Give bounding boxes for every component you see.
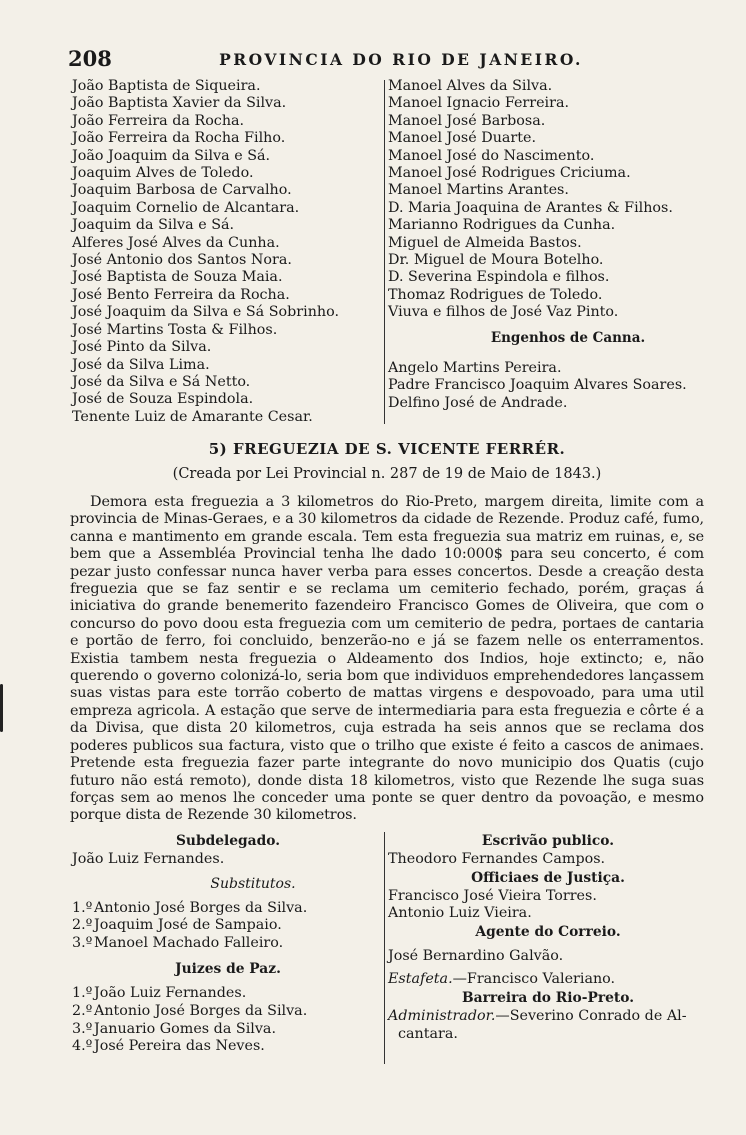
page-header	[68, 46, 704, 71]
list-item: Joaquim Cornelio de Alcantara.	[72, 199, 300, 216]
list-item: D. Maria Joaquina de Arantes & Filhos.	[388, 199, 673, 216]
correio-heading: Agente do Correio.	[475, 923, 621, 940]
list-item: João Ferreira da Rocha Filho.	[72, 130, 286, 147]
section-subtitle: (Creada por Lei Provincial n. 287 de 19 de Maio de 1843.)	[172, 466, 602, 482]
list-item: Dr. Miguel de Moura Botelho.	[388, 252, 604, 269]
list-item: Manoel Martins Arantes.	[388, 182, 569, 199]
list-item: João Ferreira da Rocha.	[72, 112, 245, 129]
list-item: 3.º Manoel Machado Falleiro.	[72, 934, 284, 951]
escrivao-heading: Escrivão publico.	[481, 833, 615, 849]
officials-table	[72, 832, 712, 1072]
list-item: João Baptista de Siqueira.	[72, 78, 261, 94]
substitutos-heading: Substitutos.	[210, 875, 296, 892]
list-item: Manoel José Barbosa.	[388, 112, 546, 129]
list-item: José da Silva Lima.	[72, 356, 210, 373]
list-item: João Baptista Xavier da Silva.	[72, 95, 287, 112]
names-right-column	[388, 78, 708, 412]
list-item: Manoel Alves da Silva.	[388, 78, 553, 94]
column-divider	[384, 80, 385, 424]
list-item: Miguel de Almeida Bastos.	[388, 234, 582, 251]
administrador-line: Administrador.—Severino Conrado de Al-	[388, 1007, 687, 1024]
officials-right-column	[388, 832, 708, 1043]
names-list	[72, 78, 712, 430]
list-item: Padre Francisco Joaquim Alvares Soares.	[388, 377, 687, 394]
section-body: Demora esta freguezia a 3 kilometros do Rio-Preto, margem direita, limite com a provincia de Minas-Geraes, e a 30 kilometros da cidade de Rezende. Produz café, fumo, canna e mantimento em grande escala. Tem esta freguezia sua matriz em ruinas, e, se bem que a Assembléa Provincial tenha lhe dado 10:000$ para seu concerto, é com pezar justo confessar nunca haver verba para esses concertos. Desde a creação desta freguezia que se faz sentir e se reclama um cemiterio fechado, porém, graças á iniciativa do grande benemerito fazendeiro Francisco Gomes de Oliveira, que com o concurso do povo doou esta freguezia com um cemiterio de pedra, portaes de cantaria e portão de ferro, foi concluido, benzerão-no e já se fazem nelle os enterramentos. Existia tambem nesta freguezia o Aldeamento dos Indios, hoje extincto; e, não querendo o governo colonizá-lo, seria bom que individuos emprehendedores lançassem suas vistas para este torrão coberto de mattas virgens e despovoado, para uma util empreza agricola. A estação que serve de intermediaria para esta freguezia e côrte é a da Divisa, que dista 20 kilometros, cuja estrada ha seis annos que se reclama dos poderes publicos sua factura, visto que o trilho que existe é feito a cascos de animaes. Pretende esta freguezia fazer parte integrante do novo municipio dos Quatis (cujo futuro não está remoto), donde dista 18 kilometros, visto que Rezende lhe suga suas forças sem ao menos lhe conceder uma ponte se quer dentro da povoação, e mesmo porque dista de Rezende 30 kilometros.	[70, 494, 704, 824]
list-item: João Joaquim da Silva e Sá.	[72, 147, 271, 164]
list-item: Manoel José Rodrigues Criciuma.	[388, 165, 631, 182]
list-item: 2.º Joaquim José de Sampaio.	[72, 917, 282, 934]
list-item: Joaquim da Silva e Sá.	[72, 217, 235, 234]
names-left-column	[72, 78, 384, 426]
list-item: José Baptista de Souza Maia.	[72, 269, 283, 286]
escrivao-name: Theodoro Fernandes Campos.	[388, 851, 606, 867]
list-item: José Bento Ferreira da Rocha.	[72, 286, 290, 303]
list-item: José Antonio dos Santos Nora.	[72, 252, 292, 269]
margin-mark	[0, 684, 3, 732]
list-item: Thomaz Rodrigues de Toledo.	[388, 286, 603, 303]
barreira-heading: Barreira do Rio-Preto.	[461, 989, 635, 1006]
running-title: PROVINCIA DO RIO DE JANEIRO.	[219, 50, 583, 69]
list-item: 3.º Januario Gomes da Silva.	[72, 1020, 276, 1037]
estafeta-line: Estafeta.—Francisco Valeriano.	[388, 971, 616, 988]
officials-left-column	[72, 832, 384, 1056]
list-item: José da Silva e Sá Netto.	[72, 373, 251, 390]
list-item: 1.º Antonio José Borges da Silva.	[72, 899, 308, 916]
list-item: Manoel José do Nascimento.	[388, 147, 595, 164]
list-item: D. Severina Espindola e filhos.	[388, 269, 610, 286]
list-item: 1.º João Luiz Fernandes.	[72, 985, 247, 1002]
subdelegado-name: João Luiz Fernandes.	[72, 851, 225, 867]
list-item: Antonio Luiz Vieira.	[388, 905, 532, 922]
list-item: José Pinto da Silva.	[72, 339, 212, 356]
list-item: Angelo Martins Pereira.	[388, 359, 562, 376]
list-item: Tenente Luiz de Amarante Cesar.	[72, 408, 313, 425]
list-item: José de Souza Espindola.	[72, 391, 254, 408]
section-title: 5) FREGUEZIA DE S. VICENTE FERRÉR.	[208, 440, 566, 458]
list-item: 4.º José Pereira das Neves.	[72, 1038, 265, 1055]
subdelegado-heading: Subdelegado.	[175, 833, 281, 849]
list-item: Marianno Rodrigues da Cunha.	[388, 217, 616, 234]
list-item: Joaquim Alves de Toledo.	[72, 165, 254, 182]
list-item: Manoel José Duarte.	[388, 130, 537, 147]
list-item: Joaquim Barbosa de Carvalho.	[72, 182, 292, 199]
column-divider	[384, 832, 385, 1064]
list-item: Francisco José Vieira Torres.	[388, 887, 597, 904]
list-item: José Martins Tosta & Filhos.	[72, 321, 278, 338]
officiaes-heading: Officiaes de Justiça.	[471, 869, 625, 886]
page-number: 208	[68, 46, 112, 71]
administrador-line-cont: cantara.	[398, 1025, 458, 1042]
list-item: Manoel Ignacio Ferreira.	[388, 95, 570, 112]
juizes-heading: Juizes de Paz.	[175, 961, 281, 978]
list-item: Delfino José de Andrade.	[388, 394, 568, 411]
list-item: Viuva e filhos de José Vaz Pinto.	[388, 304, 619, 321]
list-item: Alferes José Alves da Cunha.	[72, 234, 280, 251]
list-item: José Joaquim da Silva e Sá Sobrinho.	[72, 304, 340, 321]
correio-agent: José Bernardino Galvão.	[388, 947, 564, 964]
list-item: 2.º Antonio José Borges da Silva.	[72, 1002, 308, 1019]
engenhos-heading: Engenhos de Canna.	[490, 329, 646, 346]
